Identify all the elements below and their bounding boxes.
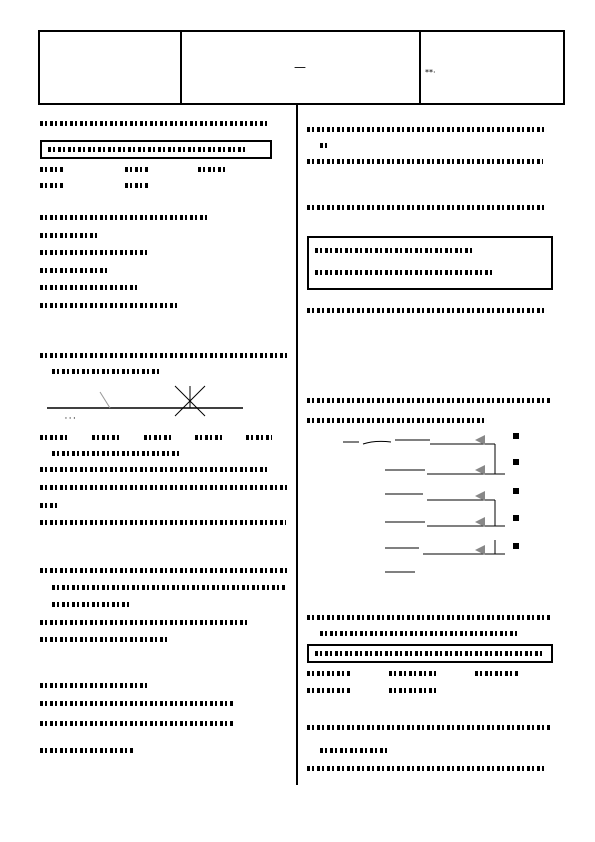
question-10-options-b [307, 685, 547, 696]
header-right-cell [421, 32, 563, 103]
question-6-expression-2 [40, 718, 235, 731]
question-5-text [40, 565, 290, 576]
question-7-text [307, 124, 547, 135]
question-10-box [307, 644, 553, 663]
question-5-text-line2 [52, 582, 287, 593]
question-3-options [40, 432, 280, 443]
question-10-options-a [307, 668, 547, 679]
header-center-text: — [294, 60, 306, 74]
question-9-text-line2 [307, 415, 487, 426]
question-6-expression-1 [40, 698, 235, 711]
question-1-text [40, 118, 270, 129]
question-11-text [307, 722, 553, 735]
header-center-cell [182, 32, 421, 103]
question-4-text-line2 [40, 482, 290, 493]
question-3-text [40, 350, 290, 361]
column-divider [296, 105, 298, 785]
question-9-diagram [335, 430, 535, 585]
question-1-options-b [40, 180, 270, 191]
header-right-text: **· [425, 68, 436, 77]
header-left-cell [40, 32, 182, 103]
question-8-box [307, 236, 553, 290]
question-6-text [40, 680, 150, 691]
svg-text:' ' ': ' ' ' [65, 416, 76, 424]
question-11-options [307, 763, 547, 774]
question-2-option-e [40, 300, 180, 311]
question-4-options [40, 517, 288, 528]
question-5-option-a [40, 617, 250, 628]
header-table [38, 30, 565, 105]
question-3-text-line2 [52, 366, 162, 377]
question-10-text [307, 612, 553, 623]
question-3-figure [45, 382, 245, 427]
question-2-option-a [40, 230, 100, 241]
question-8-options [307, 305, 547, 316]
bracket-icon [513, 433, 519, 439]
question-4-text-line3 [40, 500, 60, 511]
question-1-options-a [40, 164, 270, 175]
question-5-option-b [40, 634, 170, 645]
question-2-option-d [40, 282, 140, 293]
question-11-text-line2 [320, 745, 390, 756]
question-9-text [307, 395, 553, 406]
bracket-icon [513, 459, 519, 465]
question-3-note [52, 448, 182, 459]
question-4-text [40, 464, 270, 475]
question-1-box [40, 140, 272, 159]
question-6-expression-3 [40, 745, 135, 761]
question-2-option-b [40, 247, 150, 258]
question-2-text [40, 212, 210, 223]
question-10-text-line2 [320, 628, 520, 639]
question-7-text-line2 [320, 140, 330, 151]
bracket-icon [513, 515, 519, 521]
question-5-text-line3 [52, 599, 132, 610]
bracket-icon [513, 488, 519, 494]
question-8-text [307, 202, 547, 213]
question-7-options [307, 156, 545, 167]
bracket-icon [513, 543, 519, 549]
question-2-option-c [40, 265, 110, 276]
